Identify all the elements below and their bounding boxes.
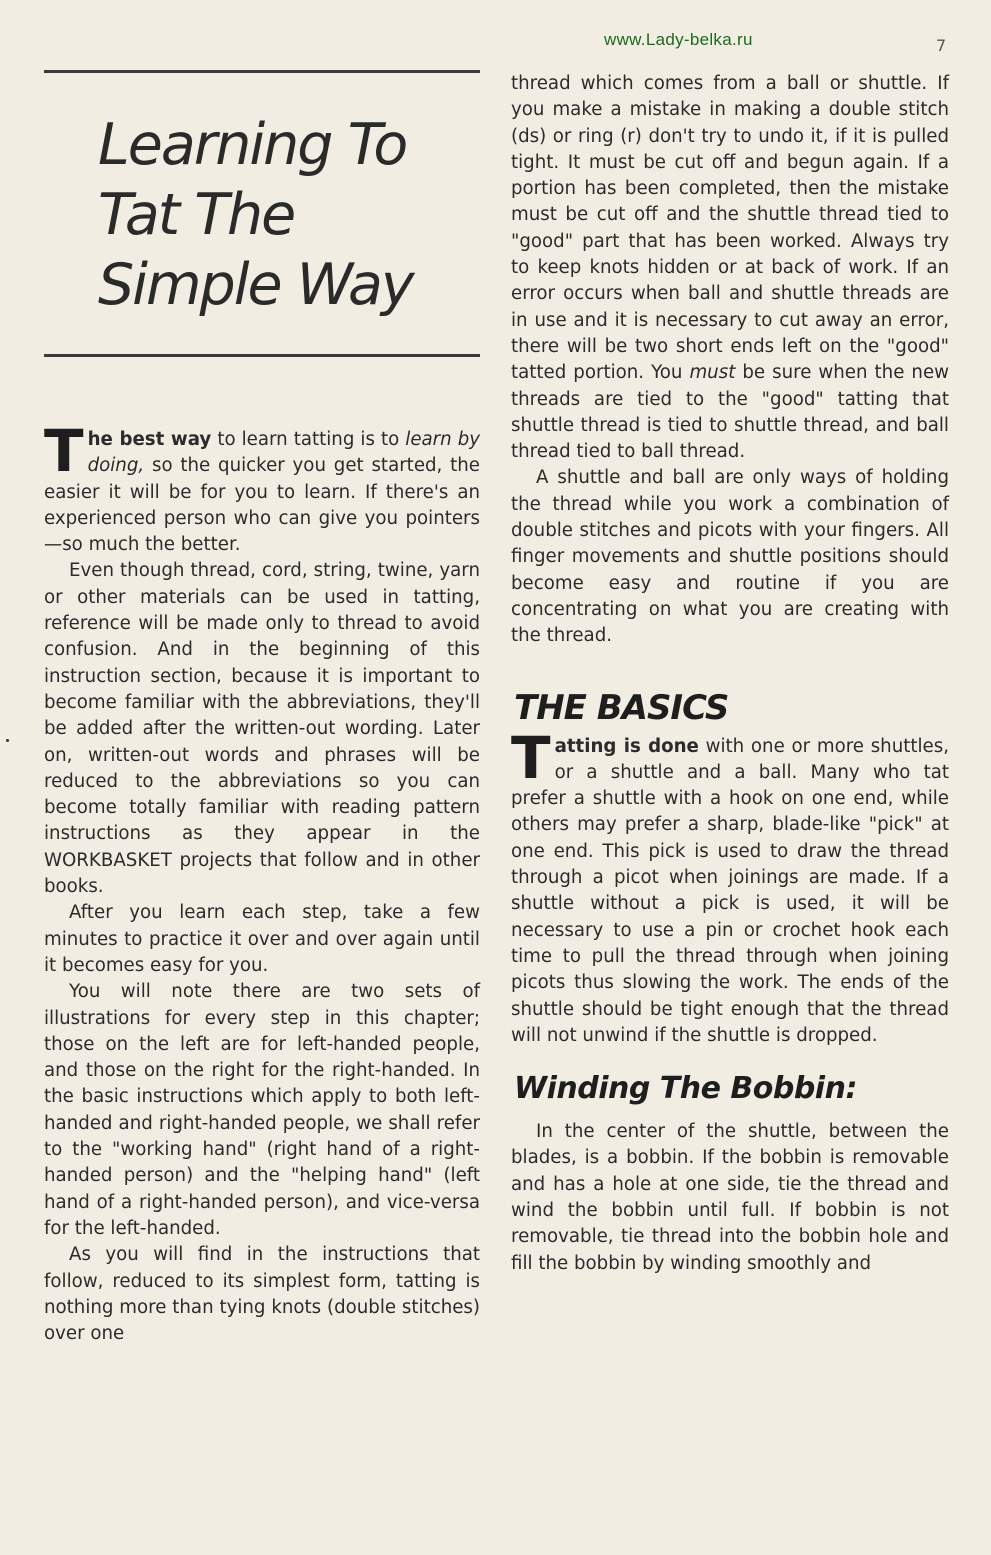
- title-bottom-rule: [44, 354, 480, 357]
- drop-cap: T: [511, 723, 551, 792]
- title-line-2: Tat The: [98, 182, 295, 248]
- drop-cap: T: [44, 417, 84, 485]
- heading-the-basics: THE BASICS: [514, 687, 729, 728]
- paragraph-materials: Even though thread, cord, string, twine, yarn or other materials can be used in tatting, reference will be made only to thread to avoid confusion. And in the beginning of this instruction section, because it is important to become familiar with the abbreviations, they'll be added after the written-out wording. Later on, written-out words and phrases will be reduced to the abbreviations so you can become totally familiar with reading pattern instructions as they appear in the WORKBASKET projects that follow and in other books.: [44, 560, 480, 898]
- paragraph-tatting-is-done: [511, 723, 949, 1050]
- paragraph-illustrations: You will note there are two sets of illustrations for every step in this chapter; those on the left are for left-handed people, and those on the right for the right-handed. In the basic instructions which apply to both left-handed and right-handed people, we shall refer to the "working hand" (right hand of a right-handed person) and the "helping hand" (left hand of a right-handed person), and vice-versa for the left-handed.: [44, 981, 480, 1239]
- text-run: be sure when the new threads are tied to the "good" tatting that shuttle thread is tied to shuttle thread, and ball thread tied to ball thread.: [511, 362, 950, 463]
- text-run: so the quicker you get started, the easier it will be for you to learn. If there's an experienced person who can give you pointers—so much the better.: [44, 455, 480, 556]
- paragraph-mistakes: [511, 71, 949, 465]
- text-run: with one or more shuttles, or a shuttle and a ball. Many who tat prefer a shuttle with a hook on one end, while others may prefer a sharp, blade-like "pick" at one end. This pick is used to draw the thread through a picot when joinings are made. If a shuttle without a pick is used, it will be necessary to use a pin or crochet hook each time to pull the thread through when joining picots thus slowing the work. The ends of the shuttle should be tight enough that the thread will not unwind if the shuttle is dropped.: [511, 735, 949, 1046]
- paragraph-practice: After you learn each step, take a few minutes to practice it over and over again until it becomes easy for you.: [44, 902, 480, 976]
- heading-winding-the-bobbin: Winding The Bobbin:: [514, 1071, 857, 1107]
- text-run: thread which comes from a ball or shuttle. If you make a mistake in making a double stitch (ds) or ring (r) don't try to undo it, if it is pulled tight. It must be cut off and begun again. If a portion has been completed, then the mistake must be cut off and the shuttle thread tied to "good" part that has been worked. Always try to keep knots hidden or at back of work. If an error occurs when ball and shuttle threads are in use and it is necessary to cut away an error, there will be two short ends left on the "good" tatted portion. You: [511, 73, 949, 384]
- title-line-1: Learning To: [98, 112, 407, 178]
- paragraph-intro: [44, 417, 480, 558]
- paragraph-shuttle-and-ball: A shuttle and ball are only ways of holding the thread while you work a combination of double stitches and picots with your fingers. All finger movements and shuttle positions should become easy and routine if you are concentrating on what you are creating with the thread.: [511, 467, 949, 647]
- lead-phrase: he best way: [87, 429, 212, 450]
- title-line-3: Simple Way: [98, 252, 413, 318]
- title-top-rule: [44, 70, 480, 73]
- right-column: [511, 71, 949, 1277]
- lead-phrase: atting is done: [554, 735, 699, 757]
- print-speck: [6, 739, 9, 742]
- page-title: [98, 110, 478, 320]
- paragraph-simplest-form: As you will find in the instructions that follow, reduced to its simplest form, tatting is nothing more than tying knots (double stitches) over one: [44, 1244, 480, 1345]
- emphasis-text: must: [689, 362, 736, 384]
- emphasis-text: learn by doing,: [87, 429, 480, 477]
- text-run: to learn tatting is to: [211, 429, 406, 450]
- page-number: 7: [936, 36, 947, 55]
- left-column: [44, 417, 480, 1347]
- site-url: www.Lady-belka.ru: [604, 30, 753, 49]
- paragraph-bobbin: In the center of the shuttle, between the blades, is a bobbin. If the bobbin is removable and has a hole at one side, tie the thread and wind the bobbin until full. If bobbin is not removable, tie thread into the bobbin hole and fill the bobbin by winding smoothly and: [511, 1121, 949, 1274]
